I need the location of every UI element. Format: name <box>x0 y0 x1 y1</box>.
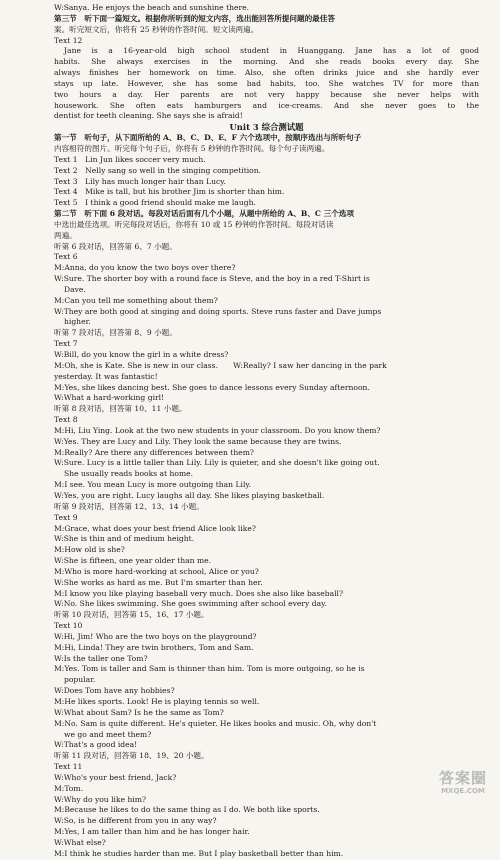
text-line: Text 3 Lily has much longer hair than Lucy. <box>54 176 226 186</box>
text-line: W:Who's your best friend, Jack? <box>54 772 177 782</box>
text-line: higher. <box>64 317 91 327</box>
text-line: M:Can you tell me something about them? <box>54 295 218 305</box>
text-line: M:Anna, do you know the two boys over there? <box>54 263 236 273</box>
text-line: M:Grace, what does your best friend Alice look like? <box>54 523 256 533</box>
text-line: M:Yes. Tom is taller and Sam is thinner than him. Tom is more outgoing, so he is <box>54 664 365 674</box>
text-line: W:Sure. The shorter boy with a round face is Steve, and the boy in a red T-Shirt is <box>54 274 370 284</box>
text-line: M:Because he likes to do the same thing as I do. We both like sports. <box>54 805 320 815</box>
text-line: W:That's a good idea! <box>54 740 138 750</box>
text-line: Text 4 Mike is tall, but his brother Jim is shorter than him. <box>54 187 285 197</box>
text-line: M:Really? Are there any differences between them? <box>54 447 254 457</box>
text-line: M:Yes, she likes dancing best. She goes to dance lessons every Sunday afternoon. <box>54 382 370 392</box>
text-line: Text 8 <box>54 415 78 425</box>
text-line: Text 5 I think a good friend should make me laugh. <box>54 198 256 208</box>
text-line: Text 12 <box>54 35 83 45</box>
text-line: M:No. Sam is quite different. He's quieter. He likes books and music. Oh, why don't <box>54 718 377 728</box>
document-page <box>54 3 479 860</box>
text-line: W:So, is he different from you in any way? <box>54 816 217 826</box>
text-line: Jane is a 16-year-old high school student in Huanggang. Jane has a lot of good <box>64 46 479 56</box>
text-line: W:Sure. Lucy is a little taller than Lily. Lily is quieter, and she doesn't like going out. <box>54 458 380 468</box>
text-line: Text 2 Nelly sang so well in the singing competition. <box>54 165 262 175</box>
text-line: M:I see. You mean Lucy is more outgoing than Lily. <box>54 480 252 490</box>
text-line: habits. She always exercises in the morning. And she reads books every day. She <box>54 57 479 67</box>
text-line: M:Tom. <box>54 783 83 793</box>
text-line: 听第 11 段对话，回答第 18、19、20 小题。 <box>54 751 209 761</box>
text-line: 两遍。 <box>54 230 77 240</box>
text-line: 听第 6 段对话，回答第 6、7 小题。 <box>54 241 177 251</box>
text-line: two hours a day. Her parents are not very happy because she never helps with <box>54 89 479 99</box>
text-line: Text 11 <box>54 762 83 772</box>
text-line: 中选出最佳选项。听完每段对话后，你将有 10 或 15 秒钟的作答时间。每段对话读 <box>54 219 334 229</box>
text-line: M:I think he studies harder than me. But I play basketball better than him. <box>54 848 344 858</box>
text-line: W:What a hard-working girl! <box>54 393 165 403</box>
text-line: M:Who is more hard-working at school, Alice or you? <box>54 566 259 576</box>
text-line: W:Does Tom have any hobbies? <box>54 686 175 696</box>
text-line: always finishes her homework on time. Also, she often drinks juice and she hardly ever <box>54 68 479 78</box>
text-line: W:What about Sam? Is he the same as Tom? <box>54 707 224 717</box>
text-line: She usually reads books at home. <box>64 469 194 479</box>
text-line: M:Oh, she is Kate. She is new in our class. W:Really? I saw her dancing in the park <box>54 360 387 370</box>
text-line: yesterday. It was fantastic! <box>54 371 158 381</box>
text-line: Text 9 <box>54 512 78 522</box>
text-line: 听第 9 段对话，回答第 12、13、14 小题。 <box>54 501 204 511</box>
text-line: 案。听完短文后，你将有 25 秒钟的作答时间。短文读两遍。 <box>54 24 259 34</box>
text-line: M:I know you like playing baseball very much. Does she also like baseball? <box>54 588 344 598</box>
text-line: W:Bill, do you know the girl in a white dress? <box>54 350 229 359</box>
text-line: Text 10 <box>54 621 83 631</box>
text-line: W:Yes, you are right. Lucy laughs all day. She likes playing basketball. <box>54 490 325 500</box>
text-line: W:Sanya. He enjoys the beach and sunshine there. <box>54 3 250 12</box>
watermark-logo: 答案圈 <box>438 769 487 787</box>
text-line: dentist for teeth cleaning. She says she is afraid! <box>54 111 243 121</box>
text-line: W:Hi, Jim! Who are the two boys on the playground? <box>54 631 257 641</box>
text-line: W:Is the taller one Tom? <box>54 653 148 663</box>
text-line: M:He likes sports. Look! He is playing tennis so well. <box>54 697 260 706</box>
text-line: housework. She often eats hamburgers and ice-creams. And she never goes to the <box>54 100 479 110</box>
watermark-url: MXQE.COM <box>441 787 485 795</box>
text-line: M:Hi, Linda! They are twin brothers, Tom and Sam. <box>54 642 254 652</box>
text-line: W:Why do you like him? <box>54 794 147 804</box>
watermark <box>432 770 494 796</box>
text-line: 听第 8 段对话，回答第 10、11 小题。 <box>54 404 187 414</box>
text-line: 第一节 听句子，从下面所给的 A、B、C、D、E、F 六个选项中，按顺序选出与所听句子 <box>54 133 362 143</box>
text-line: M:Yes, I am taller than him and he has longer hair. <box>54 827 250 837</box>
text-line: M:Hi, Liu Ying. Look at the two new students in your classroom. Do you know them? <box>54 425 381 435</box>
text-line: 听第 7 段对话，回答第 8、9 小题。 <box>54 328 177 338</box>
text-line: Unit 3 综合测试题 <box>229 122 304 133</box>
text-line: M:How old is she? <box>54 545 125 555</box>
text-line: Text 1 Lin Jun likes soccer very much. <box>54 154 206 164</box>
text-line: W:No. She likes swimming. She goes swimming after school every day. <box>54 599 327 609</box>
text-line: Text 6 <box>54 252 78 262</box>
text-line: we go and meet them? <box>64 729 152 739</box>
text-line: 第三节 听下面一篇短文。根据你所听到的短文内容，选出能回答所提问题的最佳答 <box>54 13 335 23</box>
text-line: 第二节 听下面 6 段对话。每段对话后面有几个小题，从题中所给的 A、B、C 三个选项 <box>54 209 354 219</box>
text-line: stays up late. However, she has some bad habits, too. She watches TV for more than <box>54 78 479 88</box>
text-line: W:They are both good at singing and doing sports. Steve runs faster and Dave jumps <box>54 306 382 316</box>
text-line: W:What else? <box>54 837 106 847</box>
text-line: 内容相符的图片。听完每个句子后，你将有 5 秒钟的作答时间。每个句子读两遍。 <box>54 143 330 153</box>
text-line: Text 7 <box>54 339 78 349</box>
text-line: W:She is thin and of medium height. <box>54 534 195 544</box>
text-line: W:Yes. They are Lucy and Lily. They look the same because they are twins. <box>54 436 342 446</box>
text-line: popular. <box>64 675 96 685</box>
text-line: W:She works as hard as me. But I'm smarter than her. <box>54 577 263 587</box>
text-line: Dave. <box>64 284 86 294</box>
text-line: W:She is fifteen, one year older than me. <box>54 556 212 566</box>
text-line: 听第 10 段对话，回答第 15、16、17 小题。 <box>54 610 209 620</box>
